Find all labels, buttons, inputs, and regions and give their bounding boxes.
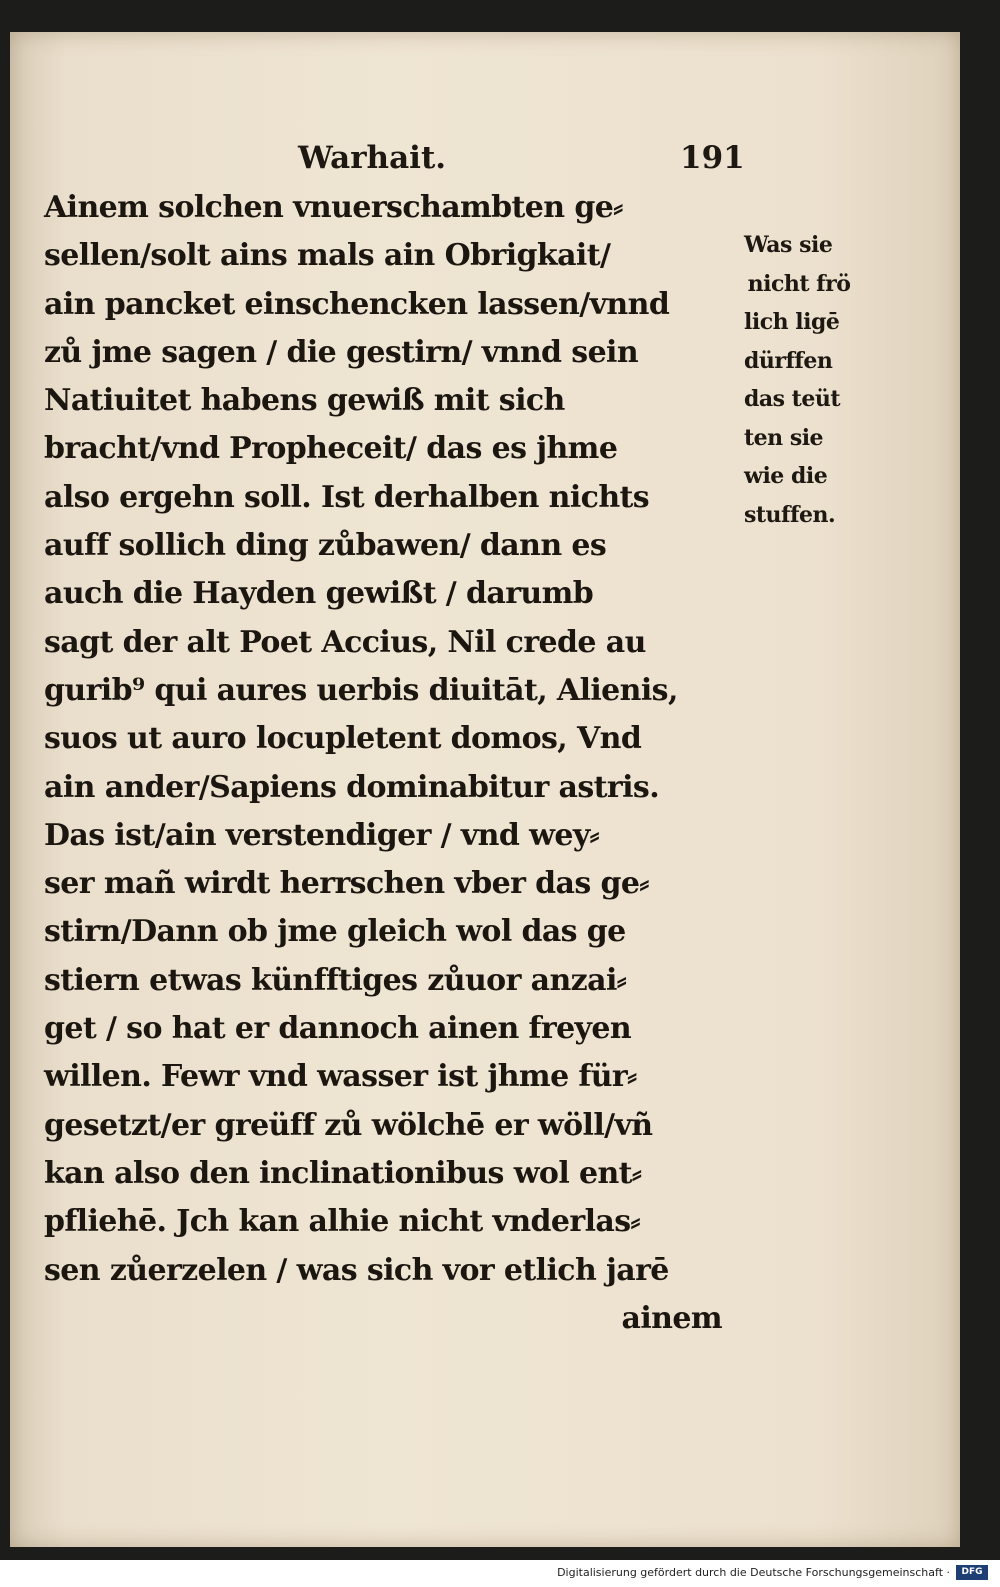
text-line: sellen/solt ains mals ain Obrigkait/ bbox=[44, 238, 611, 274]
margin-line: nicht frö bbox=[747, 270, 851, 297]
text-line: auch die Hayden gewißt / darumb bbox=[44, 576, 594, 612]
dfg-logo: DFG bbox=[956, 1565, 988, 1580]
text-line: Das ist/ain verstendiger / vnd wey⸗ bbox=[44, 817, 600, 853]
margin-line: dürffen bbox=[744, 347, 833, 374]
margin-line: wie die bbox=[744, 463, 828, 489]
running-head bbox=[10, 140, 770, 184]
text-line: stiern etwas künfftiges zůuor anzai⸗ bbox=[44, 962, 627, 998]
margin-line: ten sie bbox=[744, 424, 824, 451]
footer bbox=[0, 1560, 1000, 1587]
text-line: bracht/vnd Propheceit/ das es jhme bbox=[44, 431, 618, 467]
main-text-block bbox=[44, 184, 734, 1343]
margin-line: lich ligē bbox=[744, 309, 840, 335]
text-line: gurib⁹ qui aures uerbis diuitāt, Alienis, bbox=[44, 672, 678, 708]
catchword: ainem bbox=[621, 1300, 722, 1336]
text-line: suos ut auro locupletent domos, Vnd bbox=[44, 721, 642, 757]
margin-line: das teüt bbox=[744, 386, 840, 412]
page-number: 191 bbox=[680, 140, 745, 176]
text-line: sen zůerzelen / was sich vor etlich jarē bbox=[44, 1252, 669, 1288]
text-line: Ainem solchen vnuerschambten ge⸗ bbox=[44, 190, 623, 225]
text-line: pfliehē. Jch kan alhie nicht vnderlas⸗ bbox=[44, 1204, 640, 1240]
text-line: ain ander/Sapiens dominabitur astris. bbox=[44, 769, 660, 805]
funding-credit: Digitalisierung gefördert durch die Deutsche Forschungsgemeinschaft · bbox=[557, 1566, 950, 1579]
margin-line: stuffen. bbox=[744, 501, 836, 528]
text-line: also ergehn soll. Ist derhalben nichts bbox=[44, 479, 650, 515]
text-line: ain pancket einschencken lassen/vnnd bbox=[44, 286, 670, 322]
text-line: auff sollich ding zůbawen/ dann es bbox=[44, 528, 607, 564]
text-line: ser mañ wirdt herrschen vber das ge⸗ bbox=[44, 866, 649, 902]
text-line: zů jme sagen / die gestirn/ vnnd sein bbox=[44, 334, 639, 370]
text-line: kan also den inclinationibus wol ent⸗ bbox=[44, 1155, 642, 1191]
book-page bbox=[10, 32, 960, 1547]
running-head-title: Warhait. bbox=[298, 140, 447, 176]
text-line: willen. Fewr vnd wasser ist jhme für⸗ bbox=[44, 1059, 637, 1095]
margin-line: Was sie bbox=[744, 232, 833, 258]
text-line: Natiuitet habens gewiß mit sich bbox=[44, 383, 565, 419]
text-line: sagt der alt Poet Accius, Nil crede au bbox=[44, 624, 646, 660]
text-line: stirn/Dann ob jme gleich wol das ge bbox=[44, 914, 626, 950]
marginal-note bbox=[744, 226, 874, 534]
text-line: gesetzt/er greüff zů wölchē er wöll/vñ bbox=[44, 1107, 653, 1143]
text-line: get / so hat er dannoch ainen freyen bbox=[44, 1011, 632, 1047]
